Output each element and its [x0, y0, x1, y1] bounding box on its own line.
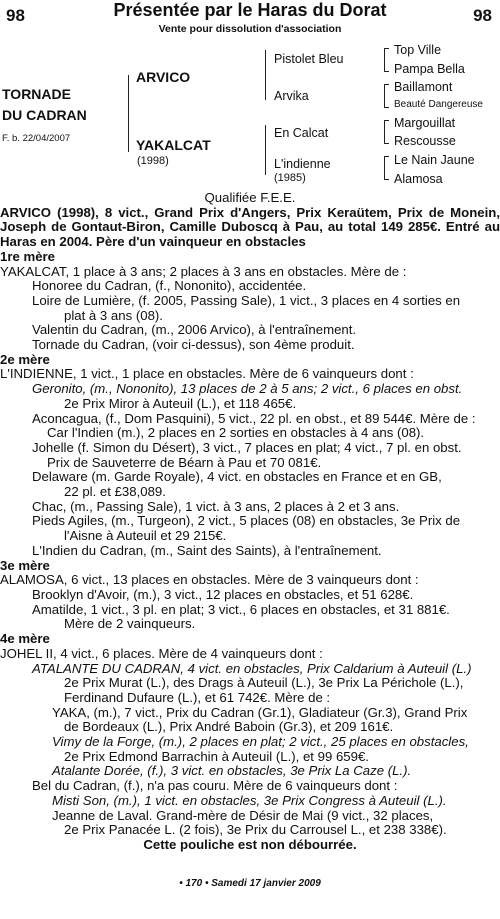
dam4-produce-3b: 2e Prix Edmond Barrachin à Auteuil (L.), et 99 659€. [64, 748, 369, 764]
dam2-title: 2e mère [0, 351, 50, 367]
pedigree-dam-year: (1998) [137, 155, 169, 167]
closing-note: Cette pouliche est non débourrée. [143, 836, 357, 852]
pedigree-ggs5: Margouillat [394, 116, 456, 130]
dam2-produce-1: Geronito, (m., Nononito), 13 places de 2 à 5 ans; 2 vict., 6 places en obst. [32, 381, 463, 397]
dam4-produce-2b: de Bordeaux (L.), Prix André Baboin (Gr.3), et 209 161€. [64, 719, 394, 735]
dam4-produce-1c: Ferdinand Dufaure (L.), et 61 742€. Mère de : [64, 689, 331, 705]
dam1-intro: YAKALCAT, 1 place à 3 ans; 2 places à 3 ans en obstacles. Mère de : [0, 263, 407, 279]
pedigree-ggs2: Pampa Bella [394, 62, 465, 76]
pedigree-bracket-2b [265, 125, 266, 175]
dam1-produce-4: Tornade du Cadran, (voir ci-dessus), son 4ème produit. [32, 337, 355, 353]
dam4-produce-4: Atalante Dorée, (f.), 3 vict. en obstacles, 3e Prix La Caze (L.). [52, 763, 412, 779]
dam2-produce-3: Johelle (f. Simon du Désert), 3 vict., 7 places en plat; 4 vict., 7 pl. en obst. [32, 439, 462, 455]
dam1-produce-3: Valentin du Cadran, (m., 2006 Arvico), à l'entraînement. [32, 322, 357, 338]
page-subtitle: Vente pour dissolution d'association [158, 23, 342, 35]
dam2-intro: L'INDIENNE, 1 vict., 1 place en obstacles. Mère de 6 vainqueurs dont : [0, 366, 414, 382]
pedigree-gs4-year: (1985) [274, 172, 306, 184]
pedigree-bracket-3c [384, 120, 389, 144]
dam2-produce-5: Chac, (m., Passing Sale), 1 vict. à 3 ans, 2 places à 2 et 3 ans. [32, 498, 400, 514]
pedigree-bracket-3b [384, 84, 389, 108]
dam3-intro: ALAMOSA, 6 vict., 13 places en obstacles. Mère de 3 vainqueurs dont : [0, 572, 419, 588]
dam4-produce-5: Bel du Cadran, (f.), n'a pas couru. Mère de 6 vainqueurs dont : [32, 778, 398, 794]
dam2-produce-6b: l'Aisne à Auteuil et 29 215€. [64, 528, 227, 544]
pedigree-ggs4: Beauté Dangereuse [394, 99, 483, 110]
dam2-produce-4b: 22 pl. et £38,089. [64, 484, 166, 500]
dam4-intro: JOHEL II, 4 vict., 6 places. Mère de 4 vainqueurs dont : [0, 645, 323, 661]
pedigree-ggs6: Rescousse [394, 134, 456, 148]
dam1-produce-2b: plat à 3 ans (08). [64, 307, 163, 323]
dam4-title: 4e mère [0, 631, 50, 647]
qualification: Qualifiée F.E.E. [204, 190, 296, 205]
pedigree-ggs8: Alamosa [394, 172, 443, 186]
pedigree-sire: ARVICO [136, 69, 191, 85]
page-title: Présentée par le Haras du Dorat [113, 0, 387, 20]
dam1-produce-2: Loire de Lumière, (f. 2005, Passing Sale), 1 vict., 3 places en 4 sorties en [32, 292, 461, 308]
dam1-title: 1re mère [0, 248, 55, 264]
horse-name-line1: TORNADE [2, 86, 71, 102]
page-number-right: 98 [473, 6, 492, 25]
dam4-produce-7b: 2e Prix Panacée L. (2 fois), 3e Prix du Carrousel L., et 238 338€). [64, 822, 447, 838]
dam3-produce-2b: Mère de 2 vainqueurs. [64, 616, 196, 632]
pedigree-bracket-2a [265, 50, 266, 100]
pedigree-gs4: L'indienne [274, 157, 331, 171]
dam4-produce-1b: 2e Prix Murat (L.), des Drags à Auteuil (L.), 3e Prix La Périchole (L.), [64, 675, 464, 691]
dam4-produce-7: Jeanne de Laval. Grand-mère de Désir de Mai (9 vict., 32 places, [52, 807, 434, 823]
dam4-produce-6: Misti Son, (m.), 1 vict. en obstacles, 3e Prix Congress à Auteuil (L.). [52, 792, 447, 808]
pedigree-gs2: Arvika [274, 89, 309, 103]
pedigree-bracket-3d [384, 156, 389, 180]
pedigree-gs3: En Calcat [274, 126, 329, 140]
dam3-title: 3e mère [0, 557, 50, 573]
dam3-produce-1: Brooklyn d'Avoir, (m.), 3 vict., 12 places en obstacles, et 51 628€. [32, 586, 414, 602]
pedigree-gs1: Pistolet Bleu [274, 52, 344, 66]
pedigree-ggs3: Baillamont [394, 80, 453, 94]
dam4-produce-3: Vimy de la Forge, (m.), 2 places en plat; 2 vict., 25 places en obstacles, [52, 734, 469, 750]
dam2-produce-2b: Car l'Indien (m.), 2 places en 2 sorties en obstacles à 4 ans (08). [47, 425, 425, 441]
dam2-produce-1b: 2e Prix Miror à Auteuil (L.), et 118 465€. [64, 395, 297, 411]
dam4-produce-1: ATALANTE DU CADRAN, 4 vict. en obstacles, Prix Caldarium à Auteuil (L.) [32, 660, 472, 676]
pedigree-bracket-3a [384, 48, 389, 72]
dam2-produce-3b: Prix de Sauveterre de Béarn à Pau et 70 081€. [47, 454, 322, 470]
pedigree-ggs1: Top Ville [394, 43, 442, 57]
dam3-produce-2: Amatilde, 1 vict., 3 pl. en plat; 3 vict., 6 places en obstacles, et 31 881€. [32, 601, 450, 617]
pedigree-ggs7: Le Nain Jaune [394, 153, 475, 167]
dam2-produce-4: Delaware (m. Garde Royale), 4 vict. en obstacles en France et en GB, [32, 469, 442, 485]
catalogue-body [0, 191, 500, 853]
horse-name-line2: DU CADRAN [2, 107, 87, 123]
page-number-left: 98 [6, 6, 25, 25]
dam2-produce-2: Aconcagua, (f., Dom Pasquini), 5 vict., 22 pl. en obst., et 89 544€. Mère de : [32, 410, 476, 426]
dam2-produce-6: Pieds Agiles, (m., Turgeon), 2 vict., 5 places (08) en obstacles, 3e Prix de [32, 513, 461, 529]
pedigree-bracket-1 [128, 75, 129, 152]
pedigree-dam: YAKALCAT [136, 137, 211, 153]
dam2-produce-7: L'Indien du Cadran, (m., Saint des Saints), à l'entraînement. [32, 542, 382, 558]
dam4-produce-2: YAKA, (m.), 7 vict., Prix du Cadran (Gr.1), Gladiateur (Gr.3), Grand Prix [52, 704, 468, 720]
sire-description: ARVICO (1998), 8 vict., Grand Prix d'Angers, Prix Keraütem, Prix de Monein, Joseph de Gontaut-Biron, Camille Duboscq à Pau, au total 149 285€. Entré au Haras en 2004. Père d'un vainqueur en obstacles [0, 204, 500, 250]
horse-birth-info: F. b. 22/04/2007 [2, 133, 71, 144]
page-footer: • 170 • Samedi 17 janvier 2009 [179, 878, 321, 889]
dam1-produce-1: Honoree du Cadran, (f., Nononito), accidentée. [32, 278, 307, 294]
